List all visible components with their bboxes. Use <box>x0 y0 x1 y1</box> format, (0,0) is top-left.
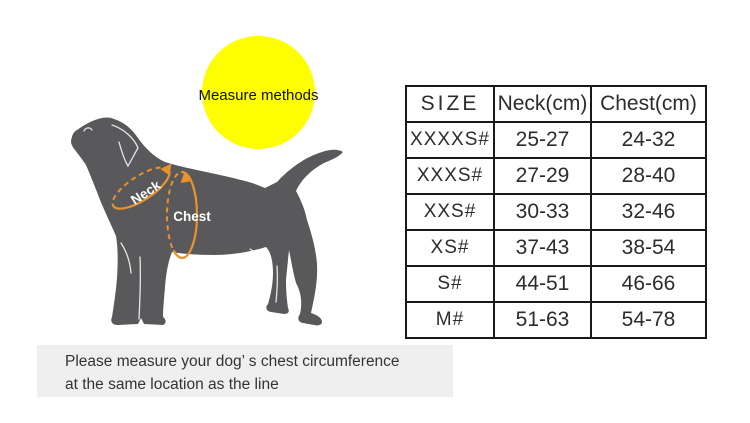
dog-diagram <box>55 100 355 340</box>
table-row <box>406 122 706 158</box>
measurement-note <box>37 345 453 397</box>
cell-size: XS# <box>406 230 494 266</box>
size-chart-table <box>405 85 707 339</box>
cell-neck: 27-29 <box>494 158 591 194</box>
chest-column-header: Chest(cm) <box>591 86 706 122</box>
cell-chest: 46-66 <box>591 266 706 302</box>
cell-neck: 37-43 <box>494 230 591 266</box>
cell-chest: 54-78 <box>591 302 706 338</box>
cell-neck: 44-51 <box>494 266 591 302</box>
size-column-header: SIZE <box>406 86 494 122</box>
note-line-1: Please measure your dog’ s chest circumference <box>65 353 400 370</box>
table-row <box>406 302 706 338</box>
cell-chest: 28-40 <box>591 158 706 194</box>
thigh-crease-line <box>250 249 270 263</box>
cell-chest: 32-46 <box>591 194 706 230</box>
table-row <box>406 194 706 230</box>
cell-chest: 24-32 <box>591 122 706 158</box>
table-header-row <box>406 86 706 122</box>
cell-size: M# <box>406 302 494 338</box>
table-row <box>406 158 706 194</box>
table-row <box>406 266 706 302</box>
cell-chest: 38-54 <box>591 230 706 266</box>
neck-column-header: Neck(cm) <box>494 86 591 122</box>
cell-neck: 30-33 <box>494 194 591 230</box>
note-line-2: at the same location as the line <box>65 376 279 393</box>
cell-size: XXXS# <box>406 158 494 194</box>
table-row <box>406 230 706 266</box>
cell-neck: 51-63 <box>494 302 591 338</box>
chest-label: Chest <box>173 209 211 224</box>
cell-size: XXS# <box>406 194 494 230</box>
measure-methods-label: Measure methods <box>198 87 319 104</box>
neck-label: Neck <box>128 177 164 208</box>
cell-size: XXXXS# <box>406 122 494 158</box>
cell-size: S# <box>406 266 494 302</box>
cell-neck: 25-27 <box>494 122 591 158</box>
